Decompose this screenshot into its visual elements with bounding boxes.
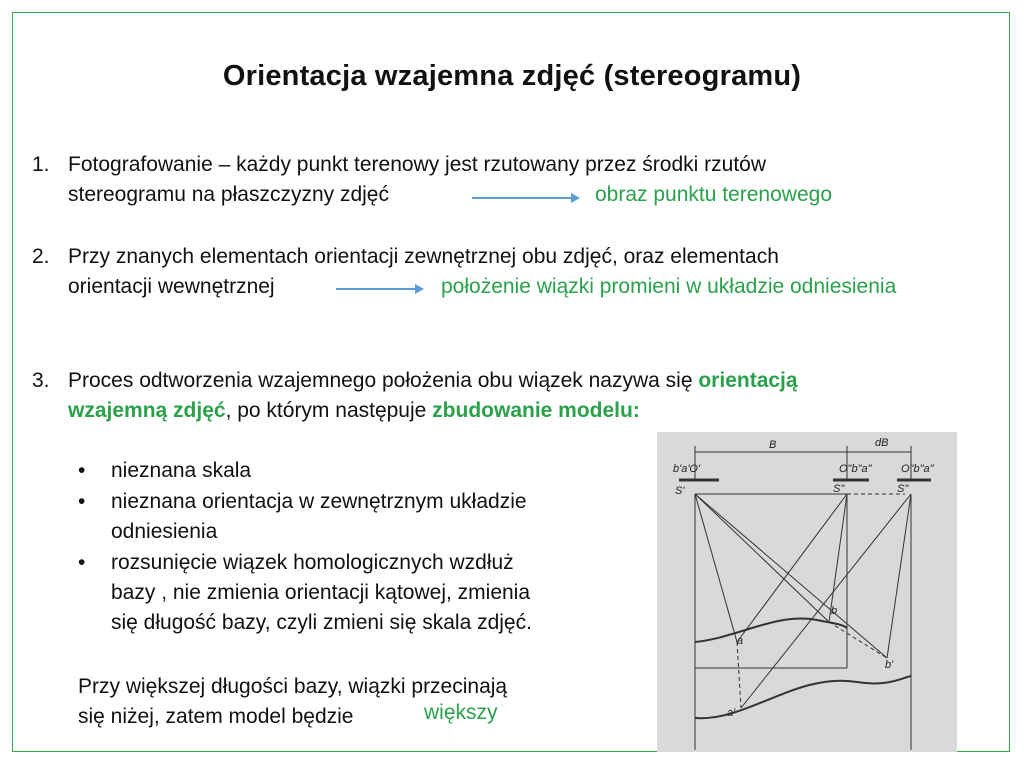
item-3-term-orientation: orientacją (698, 369, 798, 392)
label-mid-camera: O"b"a" (839, 463, 872, 475)
item-3-term-model: zbudowanie modelu: (432, 399, 640, 422)
diagram-svg (657, 432, 957, 752)
item-1-line2: stereogramu na płaszczyzny zdjęć (68, 183, 389, 206)
item-3-line2-text: , po którym następuje (225, 399, 433, 422)
bullet-3-line1: rozsunięcie wiązek homologicznych wzdłuż (111, 551, 514, 574)
stereo-model-diagram (657, 432, 957, 752)
bullet-3-line2: bazy , nie zmienia orientacji kątowej, zmienia (111, 581, 531, 604)
label-right-camera: O"b"a" (901, 463, 934, 475)
bullet-icon: • (78, 459, 86, 482)
label-point-b2: b' (885, 659, 894, 671)
item-2-number: 2. (32, 245, 50, 268)
label-point-a: a (737, 635, 744, 647)
arrow-right-icon (472, 197, 572, 199)
bullet-2-line2: odniesienia (111, 520, 218, 543)
bullet-icon: • (78, 490, 86, 513)
arrow-right-icon (336, 288, 416, 290)
item-2-result: położenie wiązki promieni w układzie odniesienia (441, 275, 897, 298)
bullet-1-line1: nieznana skala (111, 459, 252, 482)
conclusion-highlight: większy (424, 701, 498, 724)
label-right-center: S" (897, 483, 909, 495)
item-3-line1-text: Proces odtworzenia wzajemnego położenia obu wiązek nazywa się (68, 369, 699, 392)
label-delta-base: dB (875, 437, 889, 449)
bullet-3-line3: się długość bazy, czyli zmieni się skala zdjęć. (111, 611, 532, 634)
item-3-term-relative: wzajemną zdjęć (68, 399, 226, 422)
label-point-a2: a' (727, 707, 736, 719)
item-1-line1: Fotografowanie – każdy punkt terenowy jest rzutowany przez środki rzutów (68, 153, 766, 176)
label-left-camera: b'a'O' (673, 463, 701, 475)
terrain-surface-upper (695, 618, 847, 642)
label-mid-center: S" (833, 483, 845, 495)
item-1-number: 1. (32, 153, 50, 176)
item-2-line2: orientacji wewnętrznej (68, 275, 275, 298)
bullet-2-line1: nieznana orientacja w zewnętrznym układzie (111, 490, 527, 513)
conclusion-line2: się niżej, zatem model będzie (78, 705, 354, 728)
item-2-line1: Przy znanych elementach orientacji zewnętrznej obu zdjęć, oraz elementach (68, 245, 779, 268)
item-3-number: 3. (32, 369, 50, 392)
label-left-center: S' (675, 485, 685, 497)
slide-title: Orientacja wzajemna zdjęć (stereogramu) (222, 60, 802, 92)
item-3-line2 (68, 396, 640, 426)
bullet-icon: • (78, 551, 86, 574)
conclusion-line1: Przy większej długości bazy, wiązki przecinają (78, 675, 508, 698)
label-base: B (769, 439, 777, 451)
label-point-b: b (831, 605, 838, 617)
item-1-result: obraz punktu terenowego (595, 183, 832, 206)
item-3-line1 (68, 366, 798, 396)
